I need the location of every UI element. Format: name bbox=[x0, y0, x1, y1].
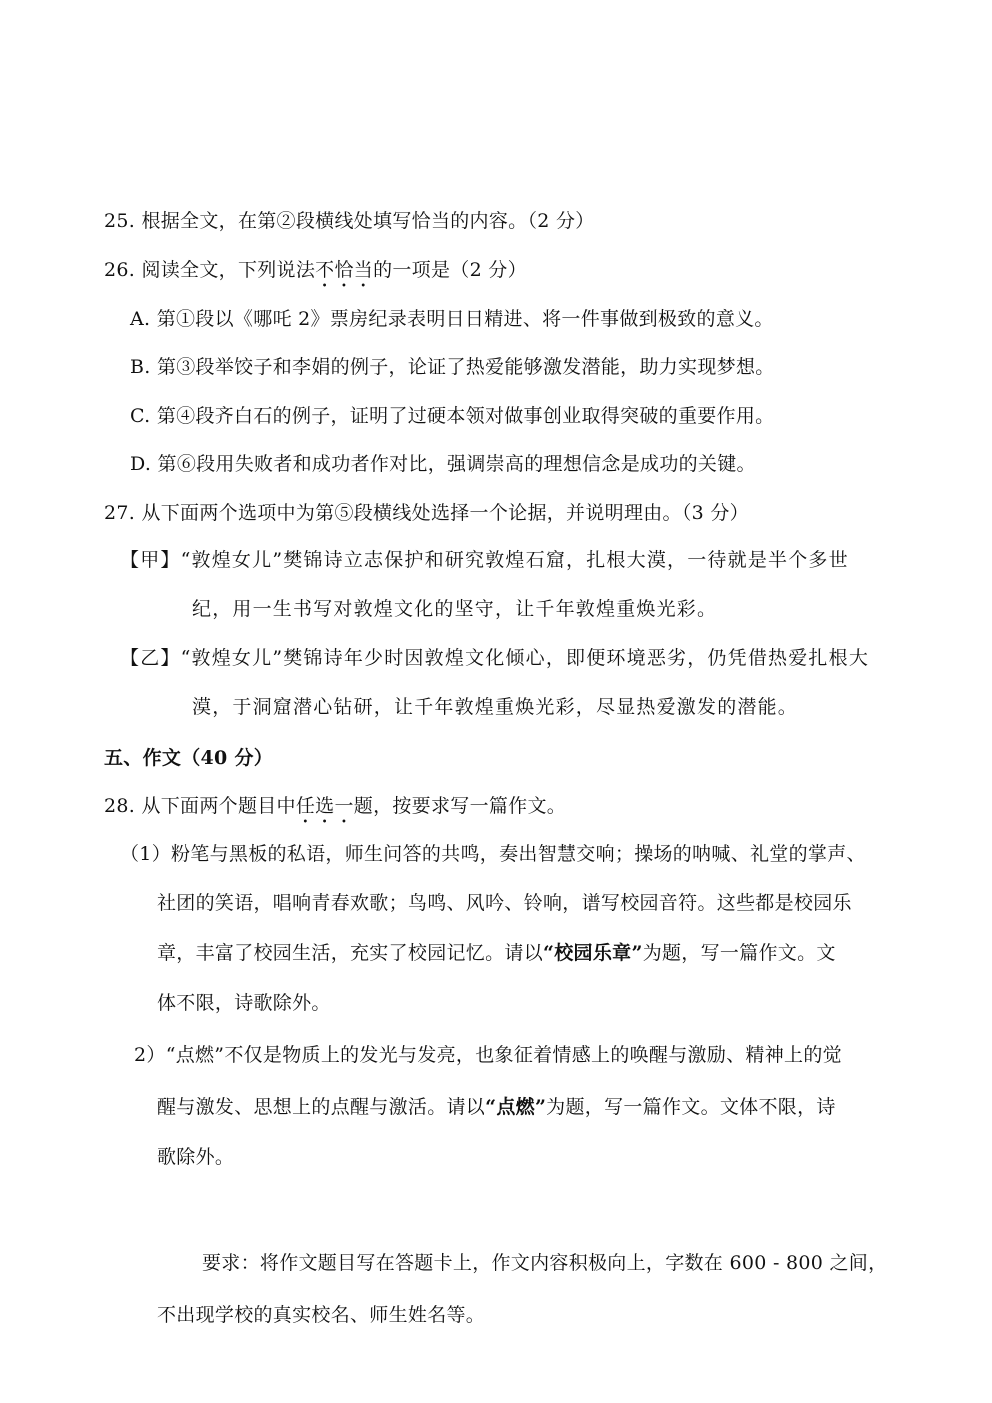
emphasis-choose-one: 任选一 bbox=[295, 795, 354, 817]
option-a: A. 第①段以《哪吒 2》票房纪录表明日日精进、将一件事做到极致的意义。 bbox=[130, 308, 774, 330]
topic2-line1: 2）“点燃”不仅是物质上的发光与发亮，也象征着情感上的唤醒与激励、精神上的觉 bbox=[134, 1044, 842, 1066]
option-d: D. 第⑥段用失败者和成功者作对比，强调崇高的理想信念是成功的关键。 bbox=[130, 453, 756, 475]
option-yi-line1: 【乙】“敦煌女儿”樊锦诗年少时因敦煌文化倾心，即便环境恶劣，仍凭借热爱扎根大 bbox=[120, 647, 870, 669]
question-26-stem: 26. 阅读全文，下列说法 bbox=[104, 259, 316, 281]
question-26 bbox=[104, 257, 527, 292]
question-28-stem: 28. 从下面两个题目中 bbox=[104, 795, 296, 817]
option-jia-line1: 【甲】“敦煌女儿”樊锦诗立志保护和研究敦煌石窟，扎根大漠，一待就是半个多世 bbox=[120, 549, 849, 571]
topic2-line2-end: 为题，写一篇作文。文体不限，诗 bbox=[546, 1096, 836, 1118]
topic1-title: “校园乐章” bbox=[543, 942, 643, 964]
topic2-line2-text: 醒与激发、思想上的点醒与激活。请以 bbox=[157, 1096, 486, 1118]
topic2-title: “点燃” bbox=[485, 1096, 547, 1118]
emphasis-not-appropriate: 不恰当 bbox=[315, 259, 374, 281]
topic1-line3-end: 为题，写一篇作文。文 bbox=[642, 942, 836, 964]
requirement-line1: 要求：将作文题目写在答题卡上，作文内容积极向上，字数在 600 - 800 之间， bbox=[202, 1252, 888, 1274]
topic2-line2 bbox=[157, 1094, 836, 1120]
option-b: B. 第③段举饺子和李娟的例子，论证了热爱能够激发潜能，助力实现梦想。 bbox=[130, 356, 775, 378]
topic2-line3: 歌除外。 bbox=[157, 1146, 235, 1168]
topic1-line3 bbox=[157, 940, 836, 966]
question-26-stem-end: 的一项是（2 分） bbox=[373, 259, 527, 281]
requirement-line2: 不出现学校的真实校名、师生姓名等。 bbox=[157, 1304, 486, 1326]
topic1-line2: 社团的笑语，唱响青春欢歌；鸟鸣、风吟、铃响，谱写校园音符。这些都是校园乐 bbox=[157, 892, 852, 914]
topic1-line1: （1）粉笔与黑板的私语，师生问答的共鸣，奏出智慧交响；操场的呐喊、礼堂的掌声、 bbox=[120, 843, 866, 865]
question-28 bbox=[104, 793, 566, 828]
question-27: 27. 从下面两个选项中为第⑤段横线处选择一个论据，并说明理由。（3 分） bbox=[104, 502, 749, 524]
option-yi-line2: 漠，于洞窟潜心钻研，让千年敦煌重焕光彩，尽显热爱激发的潜能。 bbox=[192, 696, 799, 718]
question-25: 25. 根据全文，在第②段横线处填写恰当的内容。（2 分） bbox=[104, 210, 595, 232]
option-c: C. 第④段齐白石的例子，证明了过硬本领对做事创业取得突破的重要作用。 bbox=[130, 405, 775, 427]
topic1-line3-text: 章，丰富了校园生活，充实了校园记忆。请以 bbox=[157, 942, 544, 964]
section-title-composition: 五、作文（40 分） bbox=[104, 747, 274, 769]
option-jia-line2: 纪，用一生书写对敦煌文化的坚守，让千年敦煌重焕光彩。 bbox=[192, 598, 718, 620]
question-28-stem-end: 题，按要求写一篇作文。 bbox=[353, 795, 567, 817]
topic1-line4: 体不限，诗歌除外。 bbox=[157, 992, 331, 1014]
